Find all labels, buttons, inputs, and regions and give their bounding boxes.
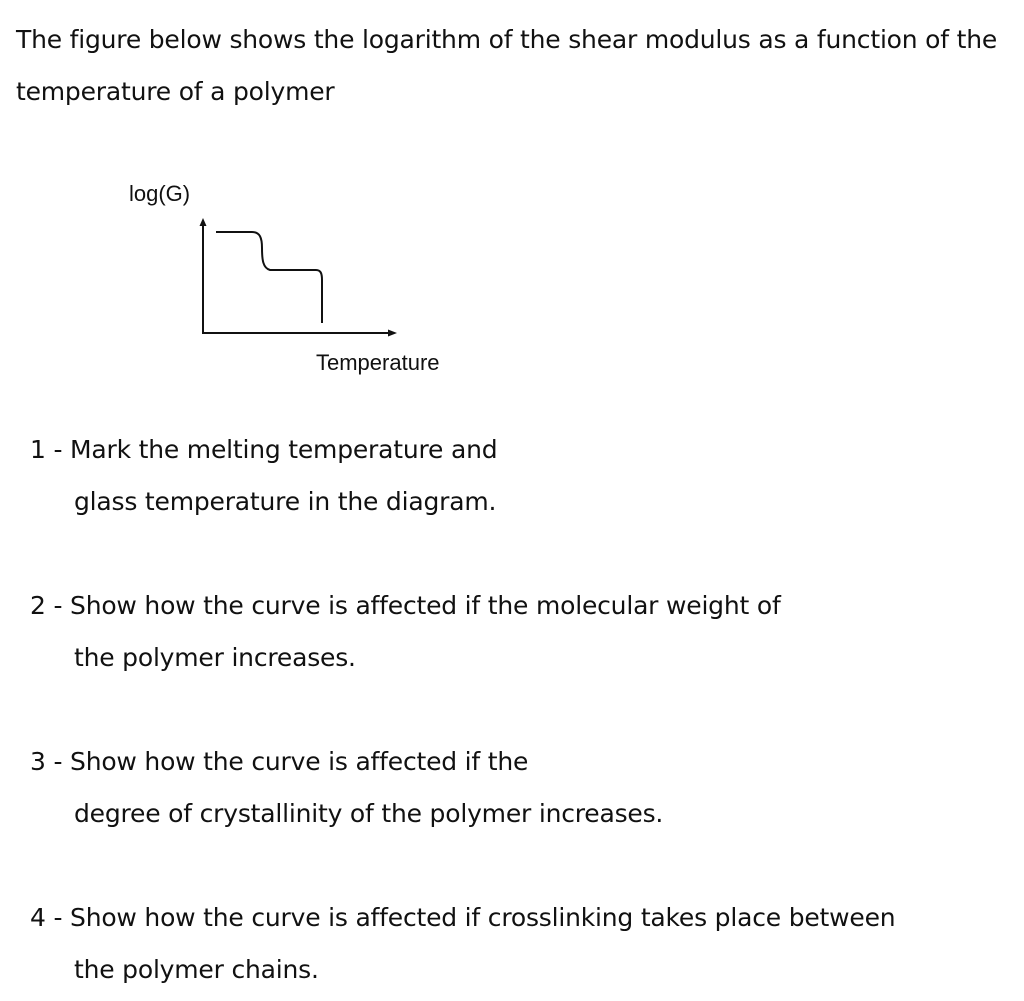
question-4-line-2: the polymer chains.: [74, 955, 319, 984]
question-list: [30, 424, 990, 996]
question-1: [30, 424, 990, 528]
question-2-line-1: 2 - Show how the curve is affected if the molecular weight of: [30, 591, 781, 620]
question-4-line-1: 4 - Show how the curve is affected if crosslinking takes place between: [30, 903, 896, 932]
question-3-line-2: degree of crystallinity of the polymer increases.: [74, 799, 664, 828]
question-2-line-2: the polymer increases.: [74, 643, 356, 672]
modulus-curve: [216, 232, 322, 323]
y-axis-arrowhead: [200, 218, 207, 226]
question-1-line-1: 1 - Mark the melting temperature and: [30, 435, 498, 464]
question-3-line-1: 3 - Show how the curve is affected if the: [30, 747, 529, 776]
shear-modulus-figure: [120, 176, 480, 386]
question-3: [30, 736, 990, 840]
question-4: [30, 892, 990, 996]
x-axis-label: Temperature: [316, 350, 440, 375]
question-2: [30, 580, 990, 684]
question-1-line-2: glass temperature in the diagram.: [74, 487, 497, 516]
y-axis-label: log(G): [129, 181, 191, 206]
intro-text: The figure below shows the logarithm of the shear modulus as a function of the temperature of a polymer: [16, 25, 998, 106]
x-axis-arrowhead: [388, 330, 397, 337]
